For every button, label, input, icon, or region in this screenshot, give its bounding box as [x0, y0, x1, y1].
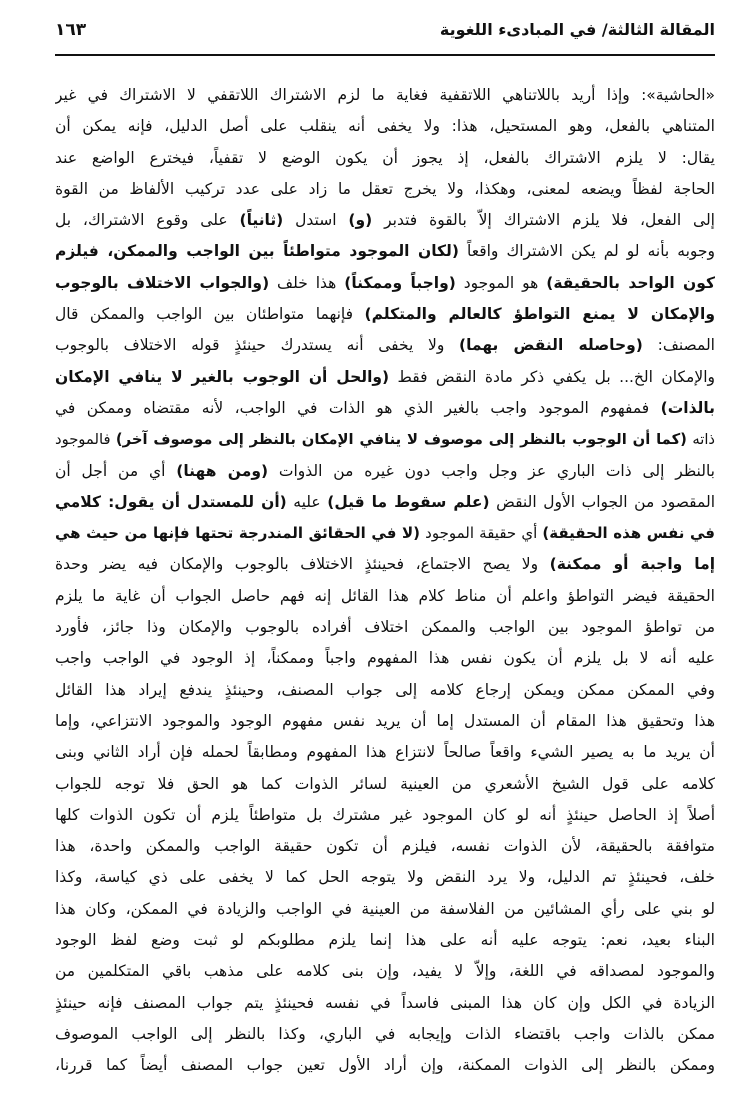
text-line	[55, 143, 715, 174]
text-line	[55, 706, 715, 737]
commentary-text: استدل	[283, 211, 349, 230]
commentary-text: خلف، فحينئذٍ تم الدليل، ولا يرد النقض ولا يتوجه الحل كما لا يخفى على ذي كياسة، وكذا	[55, 868, 715, 887]
bold-quoted-text: (لا في الحقائق المندرجة تحتها فإنها من حيث هي	[55, 524, 421, 543]
text-line	[55, 236, 715, 267]
bold-quoted-text: (وحاصله النقض بهما)	[459, 336, 643, 355]
commentary-text: ممكن بالذات واجب باقتضاء الذات وإيجابه في الباري، وكذا بالنظر إلى الواجب الموصوف	[55, 1024, 715, 1043]
commentary-text: أصلاً إذ الحاصل حينئذٍ أنه لو كان الموجود غير مشترك بل متواطئاً يلزم أن تكون الذوات كلها	[55, 805, 715, 824]
running-header	[55, 16, 715, 46]
commentary-text: هذا وتحقيق هذا المقام أن المستدل إما أن يريد نفس مفهوم الوجود والموجود الانتزاعي، وإما	[55, 711, 715, 730]
bold-quoted-text: بالذات)	[660, 398, 715, 417]
bold-quoted-text: (والجواب الاختلاف بالوجوب	[55, 273, 270, 292]
commentary-text: والإمكان الخ... بل يكفي ذكر مادة النقض فقط	[389, 367, 715, 386]
bold-quoted-text: (لكان الموجود متواطئاً بين الواجب والممكن، فيلزم	[55, 242, 459, 261]
commentary-text: المقصود من الجواب الأول النقض	[489, 492, 715, 511]
page-number: ١٦٣	[55, 20, 87, 40]
text-line	[55, 956, 715, 987]
commentary-text: يقال: لا يلزم الاشتراك بالفعل، إذ يجوز أن يكون الوضع لا تقفياً، فيخترع الواضع عند	[55, 148, 715, 167]
bold-quoted-text: (ثانياً)	[239, 211, 284, 230]
text-line	[55, 456, 715, 487]
commentary-text: وجوبه بأنه لو لم يكن الاشتراك واقعاً	[458, 242, 715, 261]
commentary-text: إلى الفعل، فلا يلزم الاشتراك إلاّ بالقوة فتدبر	[372, 211, 715, 230]
bold-quoted-text: (علم سقوط ما قيل)	[327, 492, 490, 511]
bold-quoted-text: كون الواحد بالحقيقة)	[546, 273, 715, 292]
text-line	[55, 487, 715, 518]
bold-quoted-text: (ومن ههنا)	[176, 461, 269, 480]
bold-quoted-text: (والحل أن الوجوب بالغير لا ينافي الإمكان	[55, 367, 390, 386]
commentary-text: وممكن بالنظر إلى الذوات الممكنة، وإن أراد الأول تعين جواب المصنف أيضاً كما قررنا،	[55, 1056, 715, 1075]
commentary-text: ذاته	[686, 431, 715, 449]
commentary-text: فإنهما متواطئان بين الواجب والممكن قال	[55, 305, 365, 324]
text-line	[55, 362, 715, 393]
page-body-text	[55, 80, 715, 1082]
text-line	[55, 643, 715, 674]
commentary-text: بالنظر إلى ذات الباري عز وجل واجب دون غيره من الذوات	[268, 461, 715, 480]
commentary-text: لو بني على رأي المشائين من الفلاسفة من العينية في الواجب والزيادة في الممكن، وكان هذا	[55, 899, 715, 918]
commentary-text: عليه	[286, 492, 328, 511]
commentary-text: من تواطؤ الموجود بين الواجب والممكن اختلاف أفراده بالوجوب والإمكان وذا جائز، فأورد	[55, 618, 715, 637]
text-line	[55, 862, 715, 893]
text-line	[55, 800, 715, 831]
text-line	[55, 1050, 715, 1081]
commentary-text: متوافقة بالحقيقة، لأن الذوات نفسه، فيلزم أن تكون حقيقة الواجب والممكن واحدة، هذا	[55, 837, 715, 856]
commentary-text: الحقيقة فيضر التواطؤ واعلم أن مناط كلام هذا القائل إنه فهم حاصل الجواب أن غاية ما يلزم	[55, 586, 715, 605]
commentary-text: أي من أجل أن	[55, 461, 177, 480]
commentary-text: البناء بعيد، نعم: يتوجه عليه أنه على هذا إنما يلزم مطلوبكم لو ثبت وضع لفظ الوجود	[55, 931, 715, 950]
text-line	[55, 894, 715, 925]
commentary-text: كلامه على قول الشيخ الأشعري من العينية لسائر الذوات كما هو الحق فلا توجه للجواب	[55, 774, 715, 793]
commentary-text: الحاجة لفظاً ويضعه لمعنى، وهكذا، ولا يخرج تعقل ما زاد على عدد تركيب الألفاظ من القوة	[55, 179, 715, 198]
bold-quoted-text: في نفس هذه الحقيقة)	[542, 524, 715, 543]
header-divider	[55, 54, 715, 56]
bold-quoted-text: (كما أن الوجوب بالنظر إلى موصوف لا ينافي الإمكان بالنظر إلى موصوف آخر)	[115, 431, 687, 449]
text-line	[55, 393, 715, 424]
commentary-text: «الحاشية»: وإذا أريد باللاتناهي اللاتقفية فغاية ما لزم الاشتراك اللاتقفي لا الاشتراك في غير	[55, 86, 715, 104]
commentary-text: الزيادة في الكل وإن كان هذا المبنى فاسداً في نفسه فحينئذٍ يتم جواب المصنف فإنه حينئذٍ	[55, 993, 715, 1012]
text-line	[55, 769, 715, 800]
commentary-text: والموجود لمصداقه في اللغة، وإلاّ لا يفيد، وإن بنى كلامه على مذهب باقي المتكلمين من	[55, 962, 715, 981]
commentary-text: أي حقيقة الموجود	[420, 524, 543, 543]
text-line	[55, 831, 715, 862]
text-line	[55, 518, 715, 549]
running-title: المقالة الثالثة/ في المبادىء اللغوية	[439, 20, 715, 39]
text-line	[55, 424, 715, 455]
text-line	[55, 581, 715, 612]
text-line	[55, 675, 715, 706]
commentary-text: فمفهوم الموجود واجب بالغير الذي هو الذات في الواجب، لأنه مقتضاه وممكن في	[55, 398, 661, 417]
commentary-text: فالموجود	[55, 431, 116, 449]
bold-quoted-text: (و)	[348, 211, 373, 230]
text-line	[55, 737, 715, 768]
commentary-text: وفي الممكن ممكن ويمكن إرجاع كلامه إلى جواب المصنف، وحينئذٍ يندفع إيراد هذا القائل	[55, 680, 715, 699]
commentary-text: هذا خلف	[269, 273, 345, 292]
commentary-text: على وقوع الاشتراك، بل	[55, 211, 240, 230]
commentary-text: المتناهي بالفعل، وهو المستحيل، هذا: ولا يخفى أنه ينقلب على أصل الدليل، فإنه يمكن أن	[55, 117, 715, 136]
text-line	[55, 1019, 715, 1050]
bold-quoted-text: (أن للمستدل أن يقول: كلامي	[55, 492, 287, 511]
text-line	[55, 988, 715, 1019]
commentary-text: عليه أنه لا بل يلزم أن يكون نفس هذا المفهوم واجباً وممكناً، إذ الوجود في الواجب واجب	[55, 649, 715, 668]
text-line	[55, 268, 715, 299]
text-line	[55, 299, 715, 330]
commentary-text: المصنف:	[642, 336, 715, 355]
commentary-text: ولا يصح الاجتماع، فحينئذٍ الاختلاف بالوجوب والإمكان فيه يضر وحدة	[55, 555, 550, 574]
text-line	[55, 549, 715, 580]
text-line	[55, 925, 715, 956]
text-line	[55, 80, 715, 111]
bold-quoted-text: (واجباً وممكناً)	[344, 273, 456, 292]
bold-quoted-text: إما واجبة أو ممكنة)	[549, 555, 715, 574]
text-line	[55, 205, 715, 236]
commentary-text: هو الموجود	[455, 273, 547, 292]
text-line	[55, 612, 715, 643]
commentary-text: أن يريد ما به يصير الشيء واقعاً صالحاً لانتزاع هذا المفهوم ومطابقاً لحمله فإن أراد الثاني وبنى	[55, 743, 715, 762]
commentary-text: ولا يخفى أنه يستدرك حينئذٍ قوله الاختلاف بالوجوب	[55, 336, 460, 355]
text-line	[55, 330, 715, 361]
text-line	[55, 111, 715, 142]
text-line	[55, 174, 715, 205]
bold-quoted-text: والإمكان لا يمنع التواطؤ كالعالم والمتكلم)	[364, 305, 715, 324]
